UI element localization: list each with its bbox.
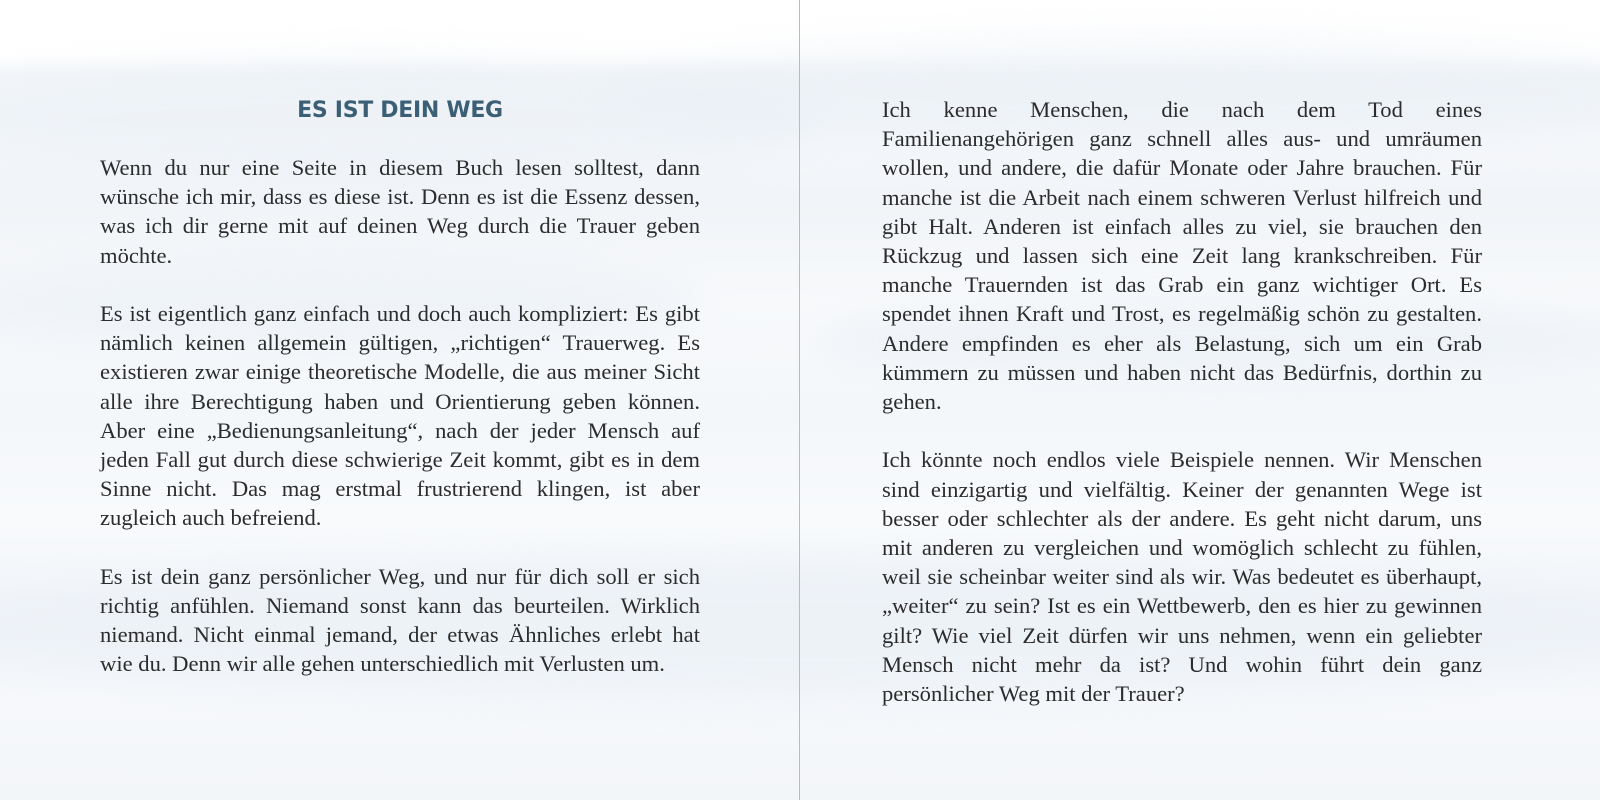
paragraph: Es ist eigentlich ganz einfach und doch auch kompliziert: Es gibt nämlich keinen allgemein gültigen, „richtigen“ Trauerweg. Es existieren zwar einige theoretische Modelle, die aus meiner Sicht alle ihre Berechtigung haben und Orientierung geben können. Aber eine „Bedienungsanleitung“, nach der jeder Mensch auf jeden Fall gut durch diese schwierige Zeit kommt, gibt es in dem Sinne nicht. Das mag erstmal frustrierend klingen, ist aber zugleich auch befreiend. (100, 301, 700, 531)
paragraph: Es ist dein ganz persönlicher Weg, und nur für dich soll er sich richtig anfühlen. Niemand sonst kann das beurteilen. Wirklich niemand. Nicht einmal jemand, der etwas Ähnliches erlebt hat wie du. Denn wir alle gehen unterschiedlich mit Verlusten um. (100, 563, 700, 677)
paragraph: Ich kenne Menschen, die nach dem Tod eines Familienangehörigen ganz schnell alles aus- und umräumen wollen, und andere, die dafür Monate oder Jahre brauchen. Für manche ist die Arbeit nach einem schweren Verlust hilfreich und gibt Halt. Anderen ist einfach alles zu viel, sie brauchen den Rückzug und lassen sich eine Zeit lang krankschreiben. Für manche Trauernden ist das Grab ein ganz wichtiger Ort. Es spendet ihnen Kraft und Trost, es regelmäßig schön zu gestalten. Andere empfinden es eher als Belastung, sich um ein Grab kümmern zu müssen und haben nicht das Bedürfnis, dorthin zu gehen. (882, 97, 1482, 415)
left-page (0, 0, 799, 800)
paragraph: Wenn du nur eine Seite in diesem Buch lesen solltest, dann wünsche ich mir, dass es diese ist. Denn es ist die Essenz dessen, was ich dir gerne mit auf deinen Weg durch die Trauer geben möchte. (100, 155, 700, 268)
right-page-body (882, 95, 1482, 737)
chapter-heading: ES IST DEIN WEG (297, 98, 503, 123)
right-page (800, 0, 1600, 800)
paragraph: Ich könnte noch endlos viele Beispiele nennen. Wir Menschen sind einzigartig und vielfältig. Keiner der genannten Wege ist besser oder schlechter als der andere. Es geht nicht darum, uns mit anderen zu vergleichen und womöglich schlecht zu fühlen, weil sie scheinbar weiter sind als wir. Was bedeutet es überhaupt, „weiter“ zu sein? Ist es ein Wettbewerb, den es hier zu gewinnen gilt? Wie viel Zeit dürfen wir uns nehmen, wenn ein geliebter Mensch nicht mehr da ist? Und wohin führt dein ganz persönlicher Weg mit der Trauer? (882, 447, 1482, 707)
left-page-body (100, 153, 700, 708)
